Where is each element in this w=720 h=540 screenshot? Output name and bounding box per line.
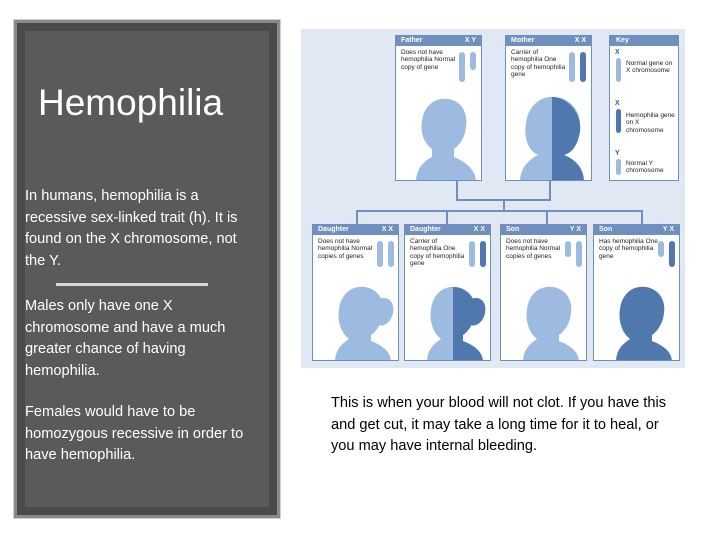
card-description: Has hemophilia One copy of hemophilia gene xyxy=(599,238,658,260)
son-silhouette xyxy=(501,277,587,361)
card-description: Does not have hemophilia Normal copy of gene xyxy=(401,49,456,71)
key-label: Normal gene on X chromosome xyxy=(626,60,673,75)
key-title: Key xyxy=(616,37,629,44)
card-person: Daughter xyxy=(318,226,349,233)
x-chromosome-icon xyxy=(377,241,383,267)
key-panel xyxy=(609,35,679,181)
connector-line xyxy=(356,210,358,224)
son-card-normal xyxy=(500,224,587,361)
card-chromosomes: Y X xyxy=(569,226,581,233)
paragraph-sex-linked: In humans, hemophilia is a recessive sex-linked trait (h). It is found on the X chromosome, not the Y. xyxy=(25,188,238,269)
x-chromosome-hemophilia-icon xyxy=(480,241,486,267)
x-chromosome-hemophilia-icon xyxy=(616,109,621,133)
key-letter: X xyxy=(615,49,620,56)
father-silhouette xyxy=(396,91,482,181)
connector-line xyxy=(549,181,551,201)
connector-line xyxy=(356,210,642,212)
father-card xyxy=(395,35,482,181)
key-letter: Y xyxy=(615,150,620,157)
card-chromosomes: X X xyxy=(473,226,485,233)
card-description: Does not have hemophilia Normal copies of genes xyxy=(506,238,561,260)
card-person: Son xyxy=(506,226,520,233)
x-chromosome-hemophilia-icon xyxy=(580,52,586,82)
card-chromosomes: X X xyxy=(381,226,393,233)
y-chromosome-icon xyxy=(658,241,664,257)
mother-silhouette xyxy=(506,91,592,181)
x-chromosome-hemophilia-icon xyxy=(669,241,675,267)
connector-line xyxy=(456,181,458,201)
x-chromosome-icon xyxy=(469,241,475,267)
daughter-silhouette xyxy=(405,277,491,361)
card-chromosomes: Y X xyxy=(662,226,674,233)
daughter-card-carrier xyxy=(404,224,491,361)
y-chromosome-icon xyxy=(470,52,476,70)
hemophilia-caption: This is when your blood will not clot. If you have this and get cut, it may take a long time for it to heal, or you may have internal bleeding. xyxy=(331,395,667,454)
daughter-silhouette xyxy=(313,277,399,361)
slide-title: Hemophilia xyxy=(38,82,224,123)
key-letter: X xyxy=(615,100,620,107)
card-person: Father xyxy=(401,37,423,44)
son-card-hemophilia xyxy=(593,224,680,361)
card-description: Carrier of hemophilia One copy of hemophilia gene xyxy=(511,49,566,79)
x-chromosome-icon xyxy=(459,52,465,82)
x-chromosome-icon xyxy=(388,241,394,267)
mother-card xyxy=(505,35,592,181)
y-chromosome-icon xyxy=(616,159,621,175)
card-description: Carrier of hemophilia One copy of hemophilia gene xyxy=(410,238,465,268)
card-person: Son xyxy=(599,226,613,233)
x-chromosome-icon xyxy=(569,52,575,82)
son-silhouette xyxy=(594,277,680,361)
connector-line xyxy=(446,210,448,224)
paragraph-females: Females would have to be homozygous recessive in order to have hemophilia. xyxy=(25,404,244,463)
divider xyxy=(56,283,208,286)
x-chromosome-icon xyxy=(616,58,621,82)
key-label: Hemophilia gene on X chromosome xyxy=(626,112,675,134)
daughter-card-normal xyxy=(312,224,399,361)
card-chromosomes: X X xyxy=(574,37,586,44)
key-label: Normal Y chromosome xyxy=(626,160,664,175)
paragraph-males: Males only have one X chromosome and have a much greater chance of having hemophilia. xyxy=(25,298,226,379)
connector-line xyxy=(641,210,643,224)
x-chromosome-icon xyxy=(576,241,582,267)
connector-line xyxy=(546,210,548,224)
inheritance-diagram xyxy=(301,29,685,368)
card-person: Daughter xyxy=(410,226,441,233)
card-description: Does not have hemophilia Normal copies of genes xyxy=(318,238,373,260)
card-person: Mother xyxy=(511,37,535,44)
y-chromosome-icon xyxy=(565,241,571,257)
card-chromosomes: X Y xyxy=(464,37,476,44)
